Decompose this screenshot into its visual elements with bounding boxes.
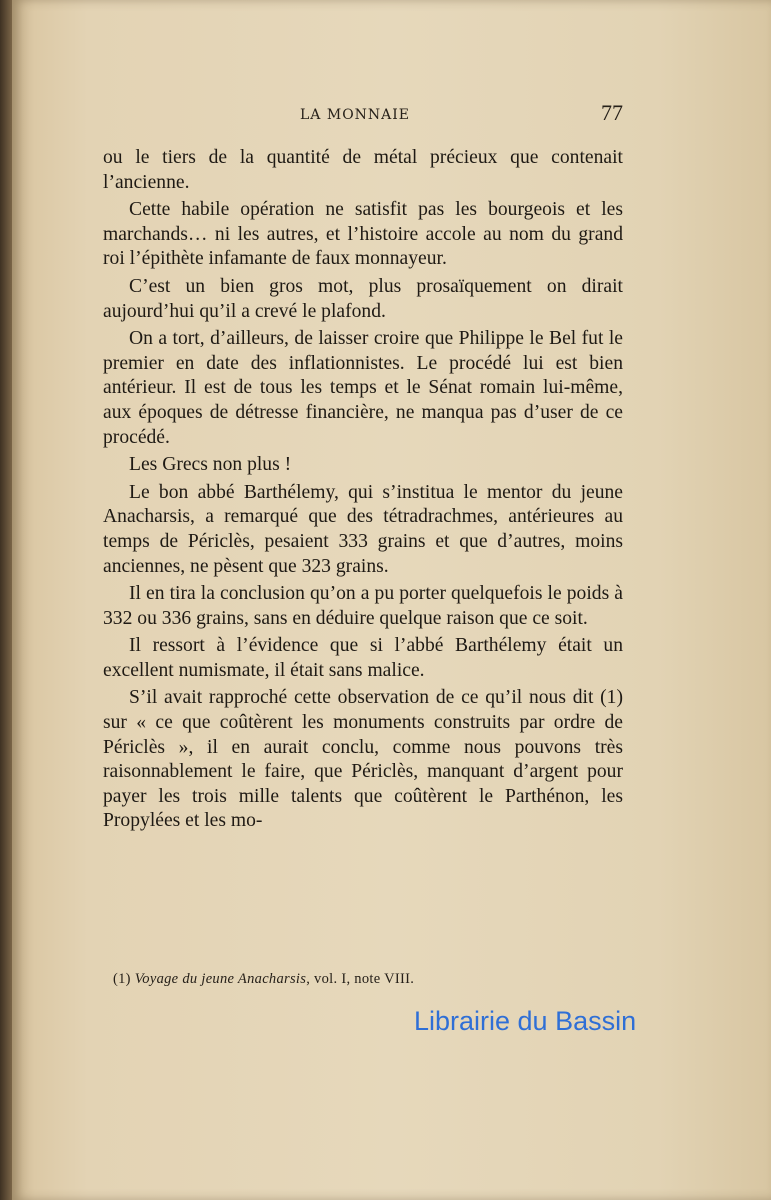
running-title: LA MONNAIE [300, 107, 411, 123]
paragraph-5: Les Grecs non plus ! [129, 454, 292, 476]
paragraph-2: Cette habile opération ne satisfit pas les bourgeois et les marchands… ni les autres, et l’histoire accole au nom du grand roi l’épithète infamante de faux monnayeur. [103, 199, 623, 270]
body-text [103, 146, 623, 834]
book-spine-shadow [0, 0, 12, 1200]
paragraph-3: C’est un bien gros mot, plus prosaïquement on dirait aujourd’hui qu’il a crevé le plafond. [103, 275, 623, 322]
footnote [113, 971, 633, 988]
footnote-title: Voyage du jeune Anacharsis [134, 971, 307, 987]
paragraph-9: S’il avait rapproché cette observation de ce qu’il nous dit (1) sur « ce que coûtèrent les monuments construits par ordre de Périclès », il en aurait conclu, comme nous pouvons très raisonnablement le faire, que Périclès, manquant d’argent pour payer les trois mille talents que coûtèrent le Parthénon, les Propylées et les mo- [103, 687, 623, 832]
paragraph-8: Il ressort à l’évidence que si l’abbé Barthélemy était un excellent numismate, il était sans malice. [103, 635, 623, 681]
bookseller-watermark: Librairie du Bassin [414, 1006, 637, 1036]
paragraph-6: Le bon abbé Barthélemy, qui s’institua le mentor du jeune Anacharsis, a remarqué que des tétradrachmes, antérieures au temps de Périclès, pesaient 333 grains et que d’autres, moins anciennes, ne pèsent que 323 grains. [103, 481, 623, 577]
paragraph-4: On a tort, d’ailleurs, de laisser croire que Philippe le Bel fut le premier en date des inflationnistes. Le procédé lui est bien antérieur. Il est de tous les temps et le Sénat romain lui-même, aux époques de détresse financière, ne manqua pas d’user de ce procédé. [103, 328, 623, 448]
paragraph-7: Il en tira la conclusion qu’on a pu porter quelquefois le poids à 332 ou 336 grains, sans en déduire quelque raison que ce soit. [103, 583, 623, 629]
page-number: 77 [601, 100, 623, 125]
footnote-marker: (1) [113, 971, 131, 987]
footnote-reference: , vol. I, note VIII. [306, 971, 415, 987]
paragraph-1: ou le tiers de la quantité de métal précieux que contenait l’ancienne. [103, 147, 623, 193]
